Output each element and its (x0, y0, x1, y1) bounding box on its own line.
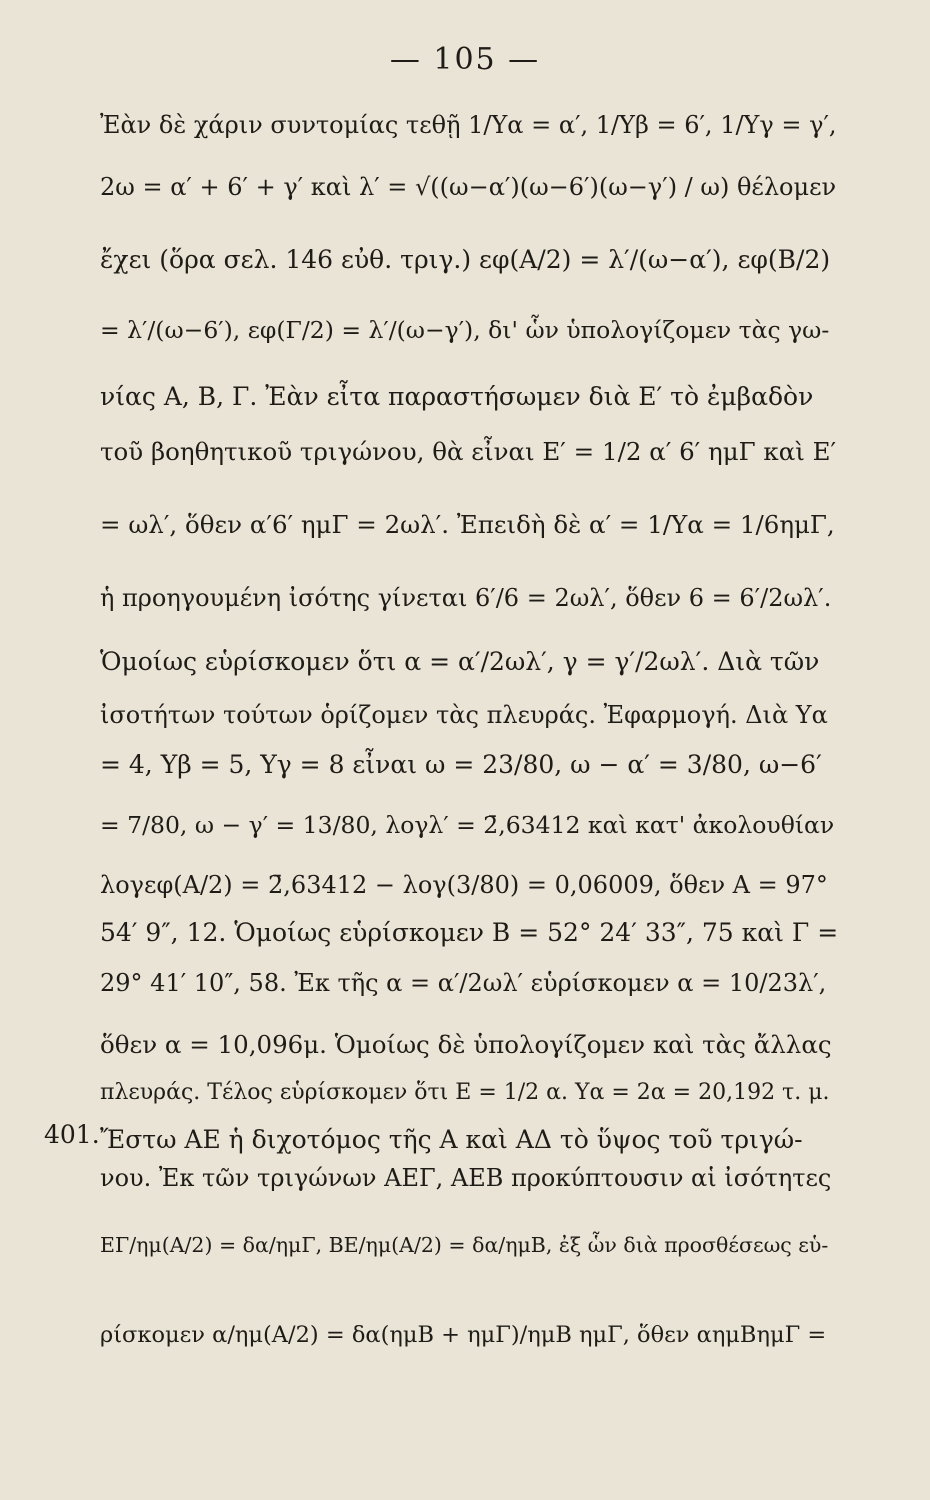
text-line-9: Ὁμοίως εὑρίσκομεν ὅτι α = α′/2ωλ′, γ = γ′/2ωλ′. Διὰ τῶν (100, 647, 820, 676)
text-line-10: ἰσοτήτων τούτων ὁρίζομεν τὰς πλευράς. Ἐφαρμογή. Διὰ Υα (100, 701, 828, 729)
text-line-7: = ωλ′, ὅθεν α′6′ ημΓ = 2ωλ′. Ἐπειδὴ δὲ α′ = 1/Υα = 1/6ημΓ, (100, 510, 835, 539)
text-line-12: = 7/80, ω − γ′ = 13/80, λογλ′ = 2̄,63412 καὶ κατ' ἀκολουθίαν (100, 811, 835, 839)
text-line-17: πλευράς. Τέλος εὑρίσκομεν ὅτι Ε = 1/2 α. Υα = 2α = 20,192 τ. μ. (100, 1080, 830, 1105)
text-line-4: = λ′/(ω−6′), εφ(Γ/2) = λ′/(ω−γ′), δι' ὧν ὑπολογίζομεν τὰς γω- (100, 316, 830, 344)
text-line-6: τοῦ βοηθητικοῦ τριγώνου, θὰ εἶναι Ε′ = 1/2 α′ 6′ ημΓ καὶ Ε′ (100, 437, 837, 466)
text-line-15: 29° 41′ 10″, 58. Ἐκ τῆς α = α′/2ωλ′ εὑρίσκομεν α = 10/23λ′, (100, 969, 827, 997)
text-line-2: 2ω = α′ + 6′ + γ′ καὶ λ′ = √((ω−α′)(ω−6′)(ω−γ′) / ω) θέλομεν (100, 173, 837, 201)
text-line-16: ὅθεν α = 10,096μ. Ὁμοίως δὲ ὑπολογίζομεν καὶ τὰς ἄλλας (100, 1030, 832, 1059)
text-line-3: ἔχει (ὅρα σελ. 146 εὐθ. τριγ.) εφ(A/2) = λ′/(ω−α′), εφ(B/2) (100, 245, 831, 274)
section-number: 401. (44, 1120, 100, 1149)
text-line-21: ρίσκομεν α/ημ(A/2) = δα(ημΒ + ημΓ)/ημΒ ημΓ, ὅθεν αημΒημΓ = (100, 1322, 827, 1348)
text-line-19: νου. Ἐκ τῶν τριγώνων ΑΕΓ, ΑΕΒ προκύπτουσιν αἱ ἰσότητες (100, 1164, 832, 1192)
text-line-20: ΕΓ/ημ(A/2) = δα/ημΓ, ΒΕ/ημ(A/2) = δα/ημΒ, ἐξ ὧν διὰ προσθέσεως εὑ- (100, 1233, 829, 1257)
text-line-1: Ἐὰν δὲ χάριν συντομίας τεθῇ 1/Υα = α′, 1/Υβ = 6′, 1/Υγ = γ′, (100, 111, 837, 139)
text-line-18: Ἔστω ΑΕ ἡ διχοτόμος τῆς Α καὶ ΑΔ τὸ ὕψος τοῦ τριγώ- (100, 1125, 803, 1154)
text-line-8: ἡ προηγουμένη ἰσότης γίνεται 6′/6 = 2ωλ′, ὅθεν 6 = 6′/2ωλ′. (100, 584, 832, 612)
text-line-14: 54′ 9″, 12. Ὁμοίως εὑρίσκομεν Β = 52° 24′ 33″, 75 καὶ Γ = (100, 918, 839, 947)
text-line-13: λογεφ(A/2) = 2̄,63412 − λογ(3/80) = 0,06009, ὅθεν Α = 97° (100, 871, 828, 899)
text-line-5: νίας Α, Β, Γ. Ἐὰν εἶτα παραστήσωμεν διὰ Ε′ τὸ ἐμβαδὸν (100, 382, 814, 411)
page-number: — 105 — (389, 42, 541, 77)
text-line-11: = 4, Υβ = 5, Υγ = 8 εἶναι ω = 23/80, ω − α′ = 3/80, ω−6′ (100, 750, 822, 779)
